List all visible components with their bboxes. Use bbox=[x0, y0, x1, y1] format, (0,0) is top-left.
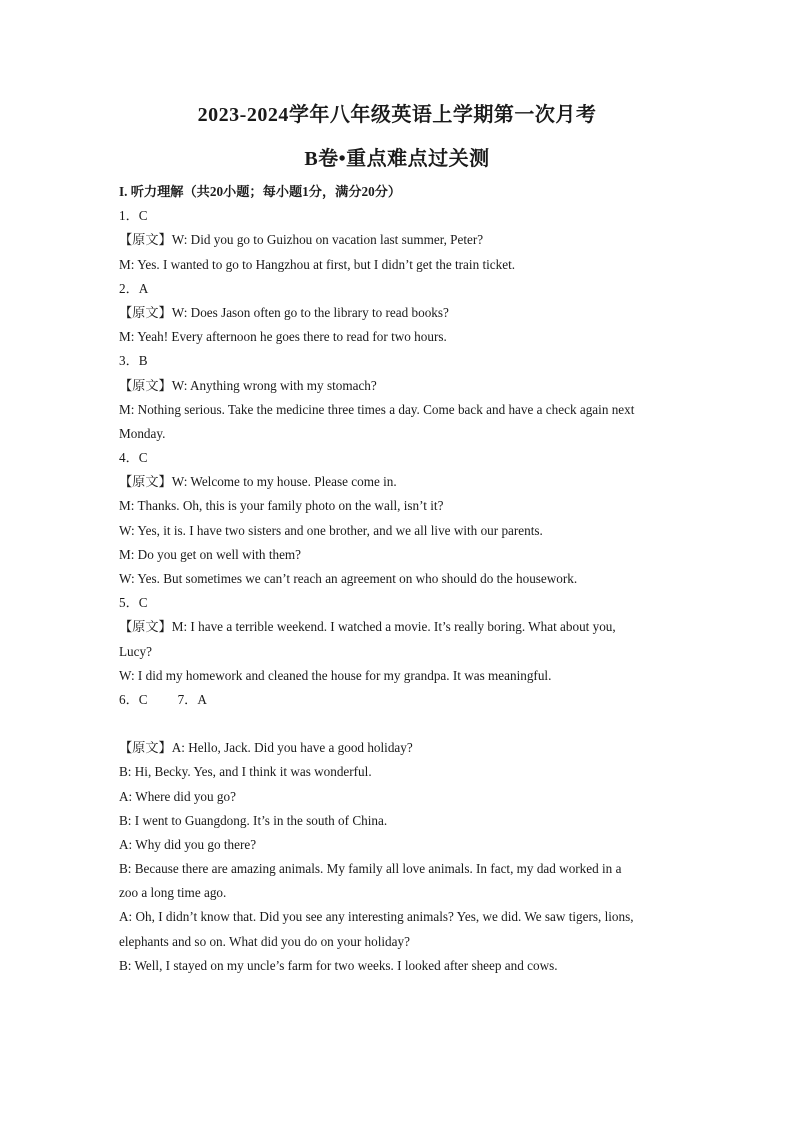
transcript-4-line-3: W: Yes, it is. I have two sisters and one brother, and we all live with our parents. bbox=[119, 522, 543, 538]
transcript-4-line-1: 【原文】W: Welcome to my house. Please come in. bbox=[119, 474, 397, 490]
transcript-4-line-5: W: Yes. But sometimes we can’t reach an agreement on who should do the housework. bbox=[119, 571, 578, 586]
answer-5: 5．C bbox=[119, 595, 148, 611]
transcript-67-line-9: elephants and so on. What did you do on your holiday? bbox=[119, 933, 410, 949]
transcript-1-line-1: 【原文】W: Did you go to Guizhou on vacation last summer, Peter? bbox=[119, 232, 484, 248]
document-subtitle: B卷•重点难点过关测 bbox=[304, 148, 490, 170]
transcript-3-line-3: Monday. bbox=[119, 425, 166, 441]
transcript-5-line-3: W: I did my homework and cleaned the house for my grandpa. It was meaningful. bbox=[119, 667, 552, 683]
transcript-67-line-5: A: Why did you go there? bbox=[119, 836, 257, 852]
transcript-5-line-2: Lucy? bbox=[119, 643, 152, 659]
answer-6: 6．C bbox=[119, 691, 148, 707]
document-body bbox=[119, 180, 679, 978]
transcript-67-line-2: B: Hi, Becky. Yes, and I think it was wonderful. bbox=[119, 764, 372, 780]
transcript-67-line-6: B: Because there are amazing animals. My family all love animals. In fact, my dad worked in a bbox=[119, 861, 622, 877]
transcript-67-line-1: 【原文】A: Hello, Jack. Did you have a good holiday? bbox=[119, 740, 413, 756]
transcript-2-line-2: M: Yeah! Every afternoon he goes there to read for two hours. bbox=[119, 329, 447, 345]
transcript-67-line-4: B: I went to Guangdong. It’s in the south of China. bbox=[119, 812, 388, 828]
section-heading: I. 听力理解（共20小题；每小题1分，满分20分） bbox=[119, 184, 402, 199]
transcript-67-line-3: A: Where did you go? bbox=[119, 788, 236, 804]
transcript-1-line-2: M: Yes. I wanted to go to Hangzhou at first, but I didn’t get the train ticket. bbox=[119, 256, 516, 272]
answer-7: 7．A bbox=[177, 691, 207, 707]
answer-4: 4．C bbox=[119, 450, 148, 466]
blank-line bbox=[119, 712, 679, 736]
transcript-67-line-8: A: Oh, I didn’t know that. Did you see any interesting animals? Yes, we did. We saw tigers, lions, bbox=[119, 909, 634, 925]
answers-6-7 bbox=[119, 688, 679, 712]
document-title: 2023-2024学年八年级英语上学期第一次月考 bbox=[197, 104, 597, 126]
answer-2: 2．A bbox=[119, 280, 149, 296]
transcript-67-line-7: zoo a long time ago. bbox=[119, 885, 227, 901]
transcript-5-line-1: 【原文】M: I have a terrible weekend. I watched a movie. It’s really boring. What about you, bbox=[119, 619, 616, 635]
transcript-3-line-1: 【原文】W: Anything wrong with my stomach? bbox=[119, 377, 377, 393]
transcript-4-line-4: M: Do you get on well with them? bbox=[119, 546, 302, 562]
transcript-67-line-10: B: Well, I stayed on my uncle’s farm for two weeks. I looked after sheep and cows. bbox=[119, 957, 558, 973]
answer-3: 3．B bbox=[119, 353, 148, 369]
transcript-4-line-2: M: Thanks. Oh, this is your family photo on the wall, isn’t it? bbox=[119, 498, 444, 514]
transcript-2-line-1: 【原文】W: Does Jason often go to the library to read books? bbox=[119, 304, 449, 320]
answer-1: 1．C bbox=[119, 208, 148, 224]
transcript-3-line-2: M: Nothing serious. Take the medicine three times a day. Come back and have a check again next bbox=[119, 401, 635, 417]
